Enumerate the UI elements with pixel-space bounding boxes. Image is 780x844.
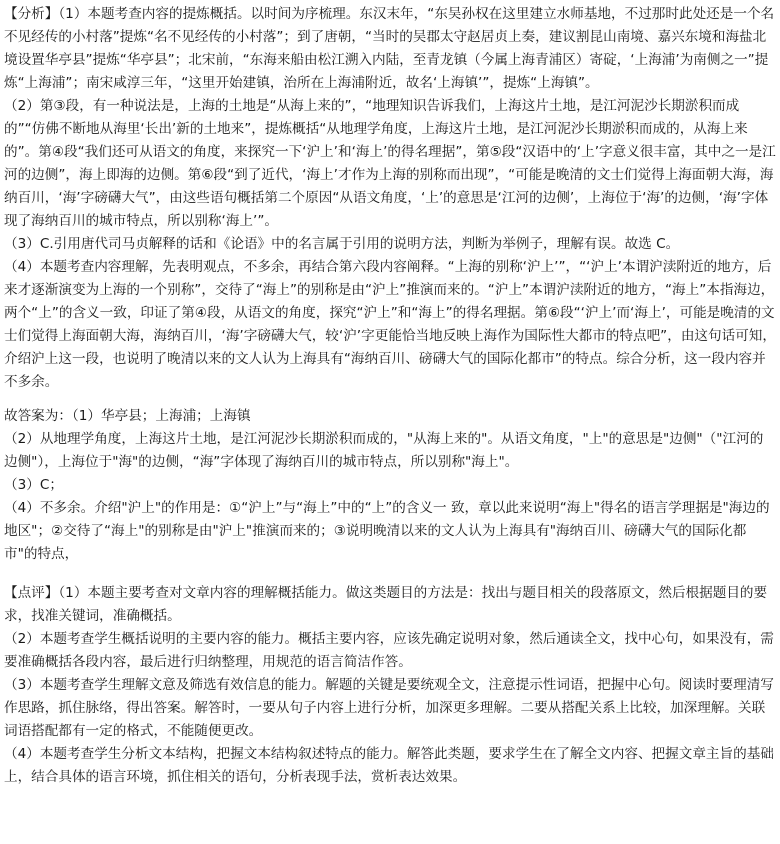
section-spacer <box>4 394 776 405</box>
answer-paragraph-4: （4）不多余。介绍"沪上"的作用是：①“沪上”与“海上”中的“上”的含义一 致，章以此来说明“海上"得名的语言学理据是"海边的地区"；②交待了“海上"的别称是由"沪上"推演而来的；③说明晚清以来的文人认为上海具有"海纳百川、磅礴大气的国际化都市"的特点， <box>4 500 770 562</box>
comment-paragraph-2: （2）本题考查学生概括说明的主要内容的能力。概括主要内容，应该先确定说明对象，然后通读全文，找中心句，如果没有，需要准确概括各段内容，最后进行归纳整理，用规范的语言简洁作答。 <box>4 631 774 670</box>
answer-paragraph-2: （2）从地理学角度，上海这片土地，是江河泥沙长期淤积而成的，"从海上来的"。从语文角度，"上"的意思是"边侧"（"江河的边侧"），上海位于"海"的边侧，“海”字体现了海纳百川的城市特点，所以别称"海上"。 <box>4 431 764 470</box>
answer-section <box>4 405 776 566</box>
answer-paragraph-3: （3）C； <box>4 477 63 493</box>
analysis-section <box>4 3 776 394</box>
analysis-paragraph-1: 【分析】（1）本题考查内容的提炼概括。以时间为序梳理。东汉末年，“东吴孙权在这里建立水师基地，不过那时此处还是一个名不见经传的小村落”提炼“名不见经传的小村落”；到了唐朝，“当时的吴郡太守赵居贞上奏，建议割昆山南境、嘉兴东境和海盐北境设置华亭县”提炼“华亭县”；北宋前，“东海来船由松江溯入内陆，至青龙镇（今属上海青浦区）寄碇，‘上海浦’为南侧之一”提炼“上海浦”；南宋咸淳三年，“这里开始建镇，治所在上海浦附近，故名‘上海镇’”，提炼“上海镇”。 <box>4 6 775 91</box>
analysis-paragraph-2: （2）第③段，有一种说法是，上海的土地是“从海上来的”，“地理知识告诉我们，上海这片土地，是江河泥沙长期淤积而成的”“仿佛不断地从海里‘长出’新的土地来”，提炼概括“从地理学角度，上海这片土地，是江河泥沙长期淤积而成的，从海上来的”。第④段“我们还可从语文的角度，来探究一下‘沪上’和‘海上’的得名理据”，第⑤段“汉语中的‘上’字意义很丰富，其中之一是江河的边侧”，海上即海的边侧。第⑥段“到了近代，‘海上’才作为上海的别称而出现”，“可能是晚清的文士们觉得上海面朝大海，海纳百川，‘海’字磅礴大气”，由这些语句概括第二个原因“从语文角度，‘上’的意思是‘江河的边侧’，上海位于‘海’的边侧，‘海’字体现了海纳百川的城市特点，所以别称‘海上’”。 <box>4 98 776 229</box>
document-body <box>4 3 776 789</box>
comment-paragraph-3: （3）本题考查学生理解文意及筛选有效信息的能力。解题的关键是要统观全文，注意提示性词语，把握中心句。阅读时要理清写作思路，抓住脉络，得出答案。解答时，一要从句子内容上进行分析，加深更多理解。二要从搭配关系上比较，加深理解。关联词语搭配都有一定的格式，不能随便更改。 <box>4 677 774 739</box>
section-spacer <box>4 566 776 582</box>
comment-paragraph-4: （4）本题考查学生分析文本结构，把握文本结构叙述特点的能力。解答此类题，要求学生在了解全文内容、把握文章主旨的基础上，结合具体的语言环境，抓住相关的语句，分析表现手法，赏析表达效果。 <box>4 746 774 785</box>
comment-section <box>4 582 776 789</box>
analysis-paragraph-3: （3）C.引用唐代司马贞解释的话和《论语》中的名言属于引用的说明方法，判断为举例子，理解有误。故选 C。 <box>4 236 680 252</box>
comment-paragraph-1: 【点评】（1）本题主要考查对文章内容的理解概括能力。做这类题目的方法是：找出与题目相关的段落原文，然后根据题目的要求，找准关键词，准确概括。 <box>4 585 768 624</box>
answer-paragraph-1: 故答案为：（1）华亭县；上海浦；上海镇 <box>4 408 251 424</box>
analysis-paragraph-4: （4）本题考查内容理解，先表明观点，不多余，再结合第六段内容阐释。“上海的别称‘沪上’”，“‘沪上’本谓沪渎附近的地方，后来才逐渐演变为上海的一个别称”，交待了“海上”的别称是由“沪上”推演而来的。“沪上”本谓沪渎附近的地方，“海上”本指海边，两个“上”的含义一致，印证了第④段，从语文的角度，探究“沪上”和“海上”的得名理据。第⑥段“‘沪上’而‘海上’，可能是晚清的文士们觉得上海面朝大海，海纳百川，‘海’字磅礴大气，较‘沪’字更能恰当地反映上海作为国际性大都市的特点吧”，由这句话可知，介绍沪上这一段，也说明了晚清以来的文人认为上海具有“海纳百川、磅礴大气的国际化都市”的特点。综合分析，这一段内容并不多余。 <box>4 259 776 390</box>
